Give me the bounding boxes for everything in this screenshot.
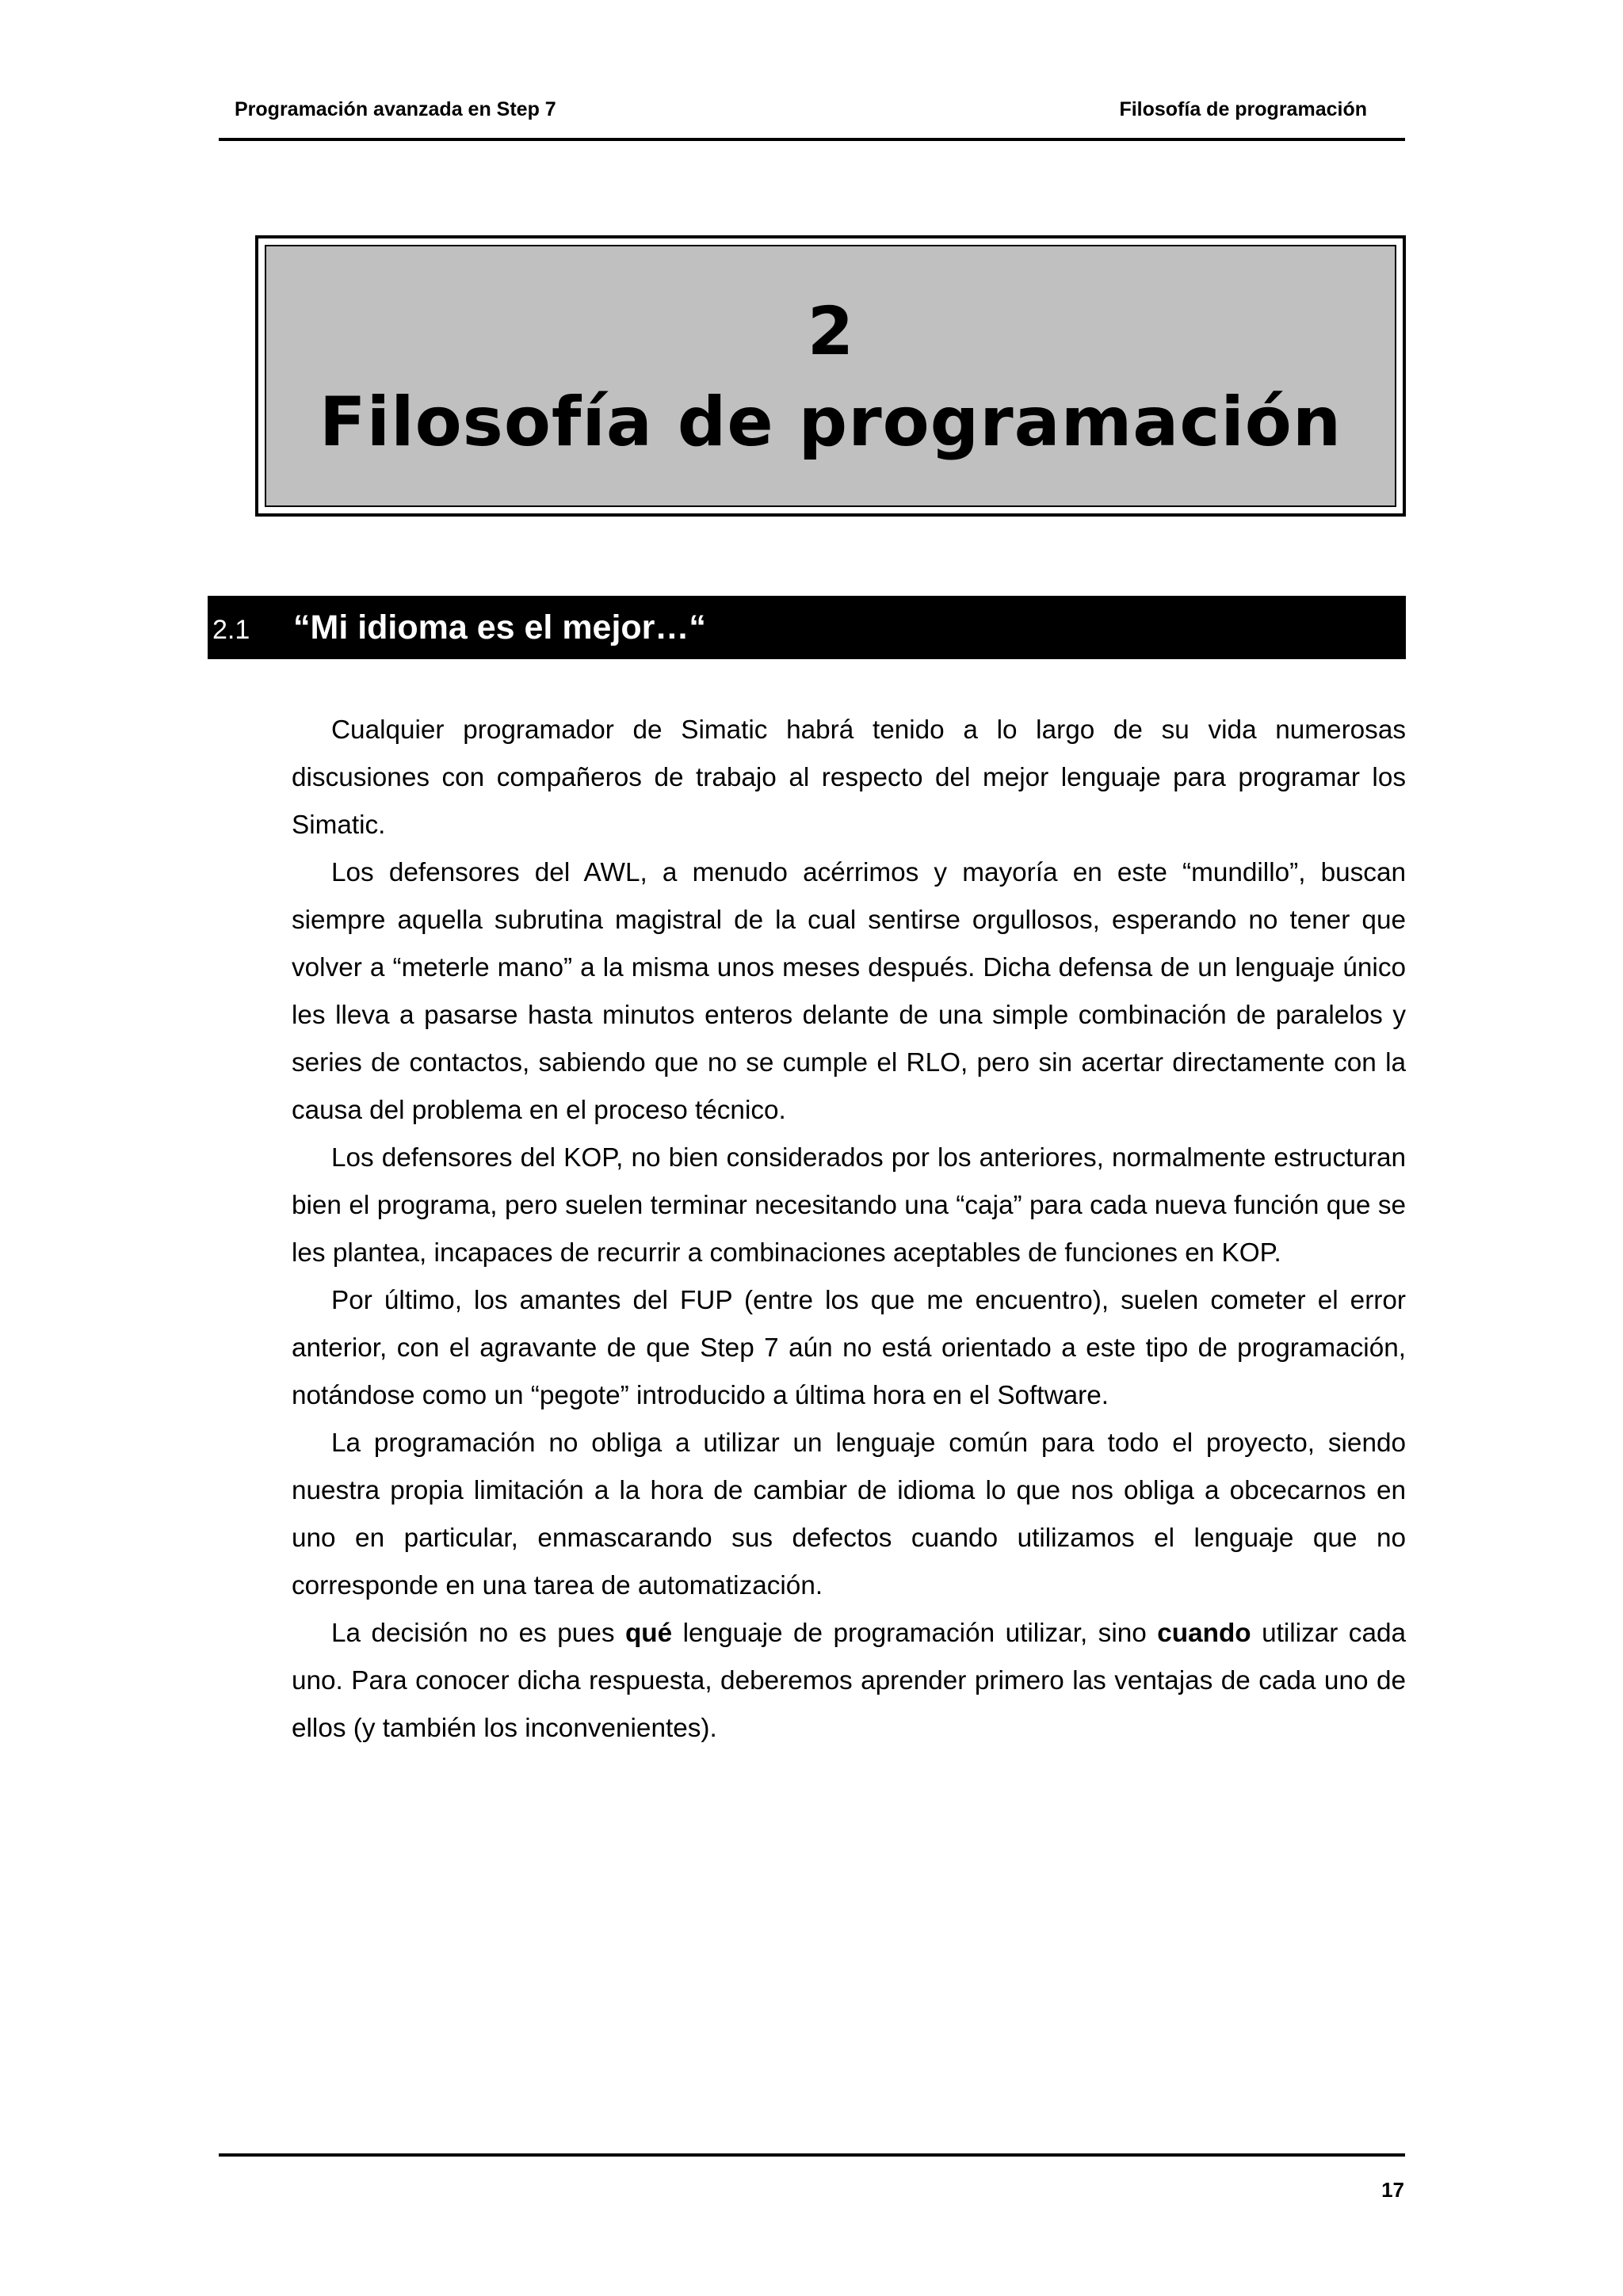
chapter-title: Filosofía de programación — [319, 383, 1342, 462]
bold-word-cuando: cuando — [1157, 1619, 1251, 1648]
header-chapter-title: Filosofía de programación — [1119, 98, 1367, 120]
chapter-title-box — [255, 235, 1406, 517]
paragraph: Los defensores del KOP, no bien considerados por los anteriores, normalmente estructuran bien el programa, pero suelen terminar necesitando una “caja” para cada nueva función que se les plantea, incapaces de recurrir a combinaciones aceptables de funciones en KOP. — [292, 1143, 1406, 1268]
section-title: “Mi idioma es el mejor…“ — [293, 608, 706, 646]
paragraph-text: lenguaje de programación utilizar, sino — [672, 1619, 1158, 1648]
paragraph — [292, 1610, 1406, 1753]
footer-rule — [219, 2153, 1405, 2157]
page-number: 17 — [1381, 2178, 1404, 2202]
body-text — [292, 707, 1406, 1753]
paragraph: La programación no obliga a utilizar un lenguaje común para todo el proyecto, siendo nuestra propia limitación a la hora de cambiar de idioma lo que nos obliga a obcecarnos en uno en particular, enmascarando sus defectos cuando utilizamos el lenguaje que no corresponde en una tarea de automatización. — [292, 1428, 1406, 1600]
header-rule — [219, 138, 1405, 141]
paragraph-text: La decisión no es pues — [331, 1619, 625, 1648]
paragraph: Cualquier programador de Simatic habrá tenido a lo largo de su vida numerosas discusiones con compañeros de trabajo al respecto del mejor lenguaje para programar los Simatic. — [292, 715, 1406, 840]
section-number: 2.1 — [212, 615, 250, 645]
section-heading-bar — [208, 596, 1406, 659]
header-book-title: Programación avanzada en Step 7 — [235, 98, 556, 120]
paragraph-text: utilizar cada uno. Para conocer dicha respuesta, deberemos aprender primero las ventajas de cada uno de ellos (y también los inconvenientes). — [292, 1619, 1406, 1743]
chapter-number: 2 — [807, 292, 854, 370]
paragraph: Los defensores del AWL, a menudo acérrimos y mayoría en este “mundillo”, buscan siempre aquella subrutina magistral de la cual sentirse orgullosos, esperando no tener que volver a “meterle mano” a la misma unos meses después. Dicha defensa de un lenguaje único les lleva a pasarse hasta minutos enteros delante de una simple combinación de paralelos y series de contactos, sabiendo que no se cumple el RLO, pero sin acertar directamente con la causa del problema en el proceso técnico. — [292, 858, 1406, 1125]
paragraph: Por último, los amantes del FUP (entre los que me encuentro), suelen cometer el error anterior, con el agravante de que Step 7 aún no está orientado a este tipo de programación, notándose como un “pegote” introducido a última hora en el Software. — [292, 1286, 1406, 1410]
page-header — [219, 98, 1405, 132]
chapter-title-inner — [265, 245, 1396, 507]
bold-word-que: qué — [624, 1619, 673, 1648]
